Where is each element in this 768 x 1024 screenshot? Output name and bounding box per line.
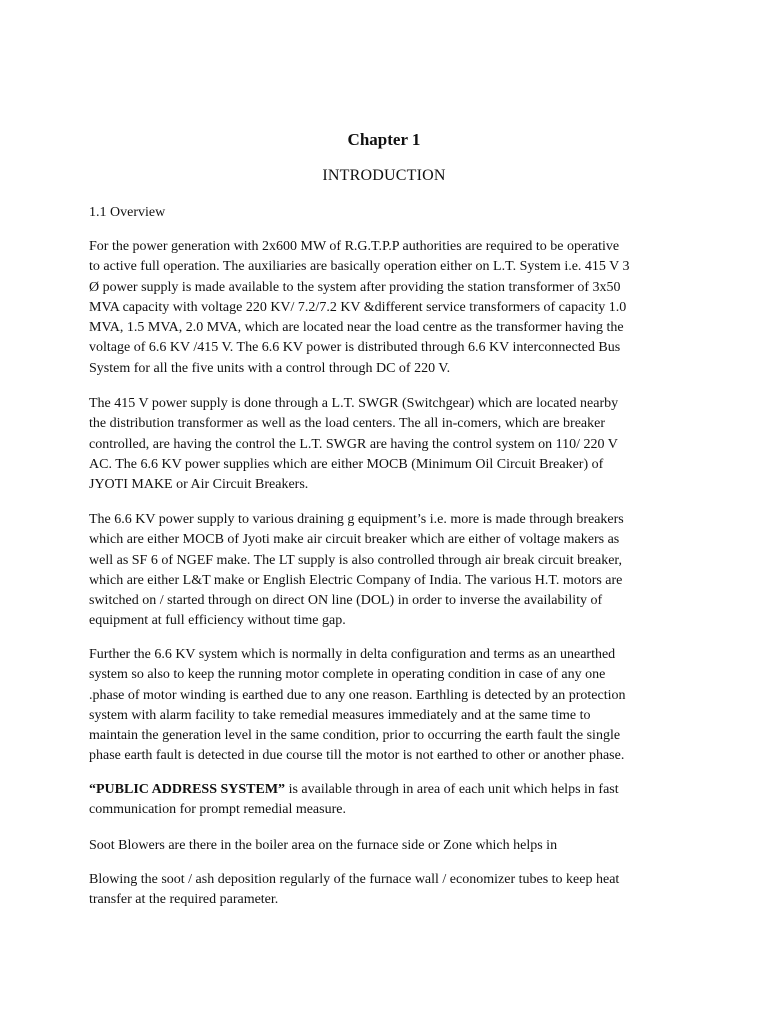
paragraph-line: AC. The 6.6 KV power supplies which are either MOCB (Minimum Oil Circuit Breaker) of (89, 456, 604, 472)
chapter-heading: Chapter 1 (347, 130, 421, 149)
section-heading: 1.1 Overview (89, 205, 166, 220)
paragraph-line: switched on / started through on direct ON line (DOL) in order to inverse the availability of (89, 593, 603, 609)
paragraph-line: transfer at the required parameter. (89, 892, 279, 908)
paragraph-line: controlled, are having the control the L.T. SWGR are having the control system on 110/ 220 V (89, 436, 618, 452)
paragraph-line: Blowing the soot / ash deposition regularly of the furnace wall / economizer tubes to keep heat (89, 872, 620, 887)
paragraph-line: communication for prompt remedial measure. (89, 802, 346, 818)
paragraph-line: well as SF 6 of NGEF make. The LT supply is also controlled through air break circuit breaker, (89, 552, 623, 568)
paragraph-line: voltage of 6.6 KV /415 V. The 6.6 KV power is distributed through 6.6 KV interconnected Bus (89, 340, 621, 356)
paragraph-6-6kv-supply (89, 510, 689, 632)
paragraph-line: phase earth fault is detected in due course till the motor is not earthed to other or another phase. (89, 748, 625, 764)
paragraph-line: which are either MOCB of Jyoti make air circuit breaker which are either of voltage makers as (89, 532, 620, 548)
paragraph-soot-blowers (89, 836, 689, 856)
inline-text: is available through in area of each unit which helps in fast (285, 782, 619, 797)
paragraph-earth-fault (89, 645, 689, 767)
paragraph-line: Soot Blowers are there in the boiler area on the furnace side or Zone which helps in (89, 838, 558, 853)
paragraph-415v-supply (89, 394, 689, 495)
paragraph-line: system so also to keep the running motor complete in operating condition in case of any one (89, 667, 606, 683)
paragraph-line: JYOTI MAKE or Air Circuit Breakers. (89, 477, 309, 493)
paragraph-line: the distribution transformer as well as the load centers. The all in-comers, which are breaker (89, 416, 605, 432)
paragraph-line: MVA, 1.5 MVA, 2.0 MVA, which are located near the load centre as the transformer having the (89, 320, 624, 336)
paragraph-line: equipment at full efficiency without time gap. (89, 613, 346, 629)
paragraph-power-generation (89, 237, 689, 379)
paragraph-public-address (89, 780, 689, 821)
paragraph-line: System for all the five units with a control through DC of 220 V. (89, 360, 451, 376)
paragraph-line (89, 780, 689, 800)
paragraph-line: system with alarm facility to take remedial measures immediately and at the same time to (89, 707, 591, 723)
bold-term: “PUBLIC ADDRESS SYSTEM” (89, 782, 286, 797)
paragraph-line: Further the 6.6 KV system which is normally in delta configuration and terms as an unearthed (89, 647, 616, 662)
chapter-title: INTRODUCTION (322, 167, 446, 184)
paragraph-line: For the power generation with 2x600 MW of R.G.T.P.P authorities are required to be operative (89, 239, 620, 254)
paragraph-line: The 6.6 KV power supply to various draining g equipment’s i.e. more is made through breakers (89, 512, 624, 527)
paragraph-line: The 415 V power supply is done through a L.T. SWGR (Switchgear) which are located nearby (89, 396, 619, 411)
paragraph-line: to active full operation. The auxiliaries are basically operation either on L.T. System i.e. 415 V 3 (89, 259, 630, 275)
paragraph-line: Ø power supply is made available to the system after providing the station transformer of 3x50 (89, 279, 621, 295)
paragraph-line: .phase of motor winding is earthed due to any one reason. Earthling is detected by an protection (89, 687, 626, 703)
paragraph-line: MVA capacity with voltage 220 KV/ 7.2/7.2 KV &different service transformers of capacity 1.0 (89, 299, 627, 315)
paragraph-blowing-soot (89, 870, 689, 911)
paragraph-line: maintain the generation level in the same condition, prior to occurring the earth fault the single (89, 728, 621, 744)
paragraph-line: which are either L&T make or English Electric Company of India. The various H.T. motors are (89, 572, 623, 588)
